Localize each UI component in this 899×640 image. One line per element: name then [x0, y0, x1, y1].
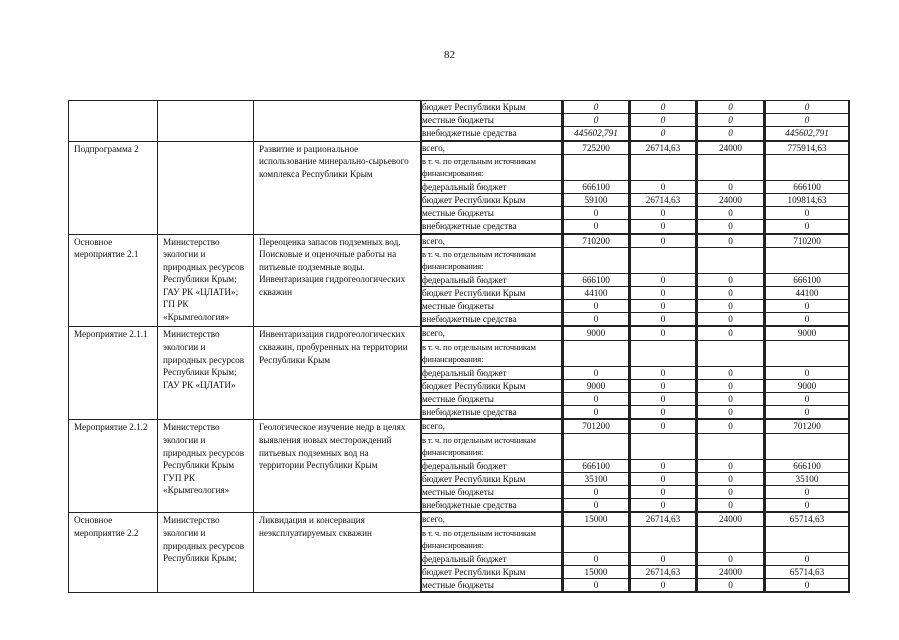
value-2017: [631, 526, 696, 552]
funding-source-label: местные бюджеты: [422, 578, 562, 591]
value-2018: 24000: [698, 565, 764, 578]
value-2017: [631, 247, 696, 273]
funding-source-label: федеральный бюджет: [422, 273, 562, 286]
value-total: 666100: [766, 180, 849, 193]
value-2016: 0: [564, 406, 629, 419]
value-2017: 0: [631, 379, 696, 392]
funding-source-cell: [421, 513, 563, 593]
value-total-cell: [765, 420, 850, 513]
value-total: 0: [766, 499, 849, 512]
value-2018: 0: [698, 273, 764, 286]
funding-source-cell: [421, 101, 563, 142]
value-2018: 0: [698, 552, 764, 565]
value-total: 0: [766, 207, 849, 220]
value-2017: 0: [631, 313, 696, 326]
value-total: 0: [766, 578, 849, 591]
page-number: 82: [444, 49, 455, 61]
funding-source-label: федеральный бюджет: [422, 552, 562, 565]
value-2016: 445602,791: [564, 127, 629, 140]
funding-source-label: внебюджетные средства: [422, 499, 562, 512]
value-2017: 0: [631, 420, 696, 433]
value-2016: 0: [564, 101, 629, 114]
executor-cell: [158, 141, 254, 234]
value-2016: 0: [564, 499, 629, 512]
activity-description: Развитие и рациональное использование минерально-сырьевого комплекса Республики Крым: [259, 143, 409, 179]
value-2017-cell: [630, 234, 697, 327]
funding-source-cell: [421, 327, 563, 420]
funding-source-label: внебюджетные средства: [422, 220, 562, 233]
value-2016: 666100: [564, 273, 629, 286]
program-name-cell: [69, 101, 158, 142]
value-2016: [564, 247, 629, 273]
value-2017: 0: [631, 578, 696, 591]
executor-text: Министерство экологии и природных ресурсов Республики Крым; ГАУ РК «ЦЛАТИ»; ГП РК «Крымгеология»: [163, 236, 245, 323]
funding-source-label: всего,: [422, 327, 562, 340]
funding-source-label: бюджет Республики Крым: [422, 101, 562, 114]
value-2016: 0: [564, 393, 629, 406]
program-name-cell: [69, 141, 158, 234]
activity-description: Переоценка запасов подземных вод. Поисковые и оценочные работы на питьевые подземные воды. Инвентаризация гидрогеологических скважин: [259, 236, 406, 297]
program-row: [69, 327, 850, 420]
executor-text: [158, 142, 253, 143]
value-2018-cell: [697, 513, 765, 593]
program-row: [69, 513, 850, 593]
value-2017: 0: [631, 406, 696, 419]
value-2017: 26714,63: [631, 565, 696, 578]
program-name-cell: [69, 327, 158, 420]
value-2018: 0: [698, 180, 764, 193]
funding-source-cell: [421, 234, 563, 327]
value-2018: 24000: [698, 142, 764, 155]
value-total: 0: [766, 220, 849, 233]
value-2017: 26714,63: [631, 513, 696, 526]
value-2016: 666100: [564, 180, 629, 193]
value-total: 0: [766, 366, 849, 379]
funding-source-label: внебюджетные средства: [422, 127, 562, 140]
value-2017: 0: [631, 472, 696, 485]
value-total: 65714,63: [766, 565, 849, 578]
value-2018: [698, 340, 764, 366]
program-name-cell: [69, 513, 158, 593]
value-2017: 0: [631, 393, 696, 406]
value-total: 44100: [766, 286, 849, 299]
value-2018: 0: [698, 207, 764, 220]
value-2018-cell: [697, 420, 765, 513]
value-2017: 0: [631, 207, 696, 220]
funding-source-label: федеральный бюджет: [422, 180, 562, 193]
value-2017: [631, 340, 696, 366]
program-name: Мероприятие 2.1.2: [74, 422, 148, 433]
value-2017-cell: [630, 327, 697, 420]
value-2016: 0: [564, 552, 629, 565]
program-name: Подпрограмма 2: [74, 143, 139, 154]
value-2017: [631, 433, 696, 459]
program-name-cell: [69, 234, 158, 327]
funding-source-label: в т. ч. по отдельным источникам финансирования:: [422, 154, 562, 180]
value-2016: 0: [564, 114, 629, 127]
executor-cell: [158, 101, 254, 142]
value-2016: 15000: [564, 513, 629, 526]
program-name: Мероприятие 2.1.1: [74, 329, 148, 340]
value-total: [766, 433, 849, 459]
value-2016: [564, 526, 629, 552]
funding-source-label: всего,: [422, 513, 562, 526]
value-total: 0: [766, 393, 849, 406]
funding-source-label: федеральный бюджет: [422, 459, 562, 472]
value-total-cell: [765, 141, 850, 234]
program-name: [69, 101, 157, 102]
executor-cell: [158, 327, 254, 420]
value-total: 775914,63: [766, 142, 849, 155]
funding-source-label: бюджет Республики Крым: [422, 472, 562, 485]
value-total-cell: [765, 101, 850, 142]
funding-source-label: в т. ч. по отдельным источникам финансирования:: [422, 247, 562, 273]
activity-description-cell: [254, 234, 421, 327]
value-total: 445602,791: [766, 127, 849, 140]
value-2017-cell: [630, 101, 697, 142]
value-2016: 35100: [564, 472, 629, 485]
executor-text: Министерство экологии и природных ресурсов Республики Крым;: [163, 515, 245, 564]
value-2018: 0: [698, 420, 764, 433]
value-total: 0: [766, 552, 849, 565]
funding-source-label: местные бюджеты: [422, 114, 562, 127]
executor-text: [158, 101, 253, 102]
value-2018: 0: [698, 220, 764, 233]
value-total: 710200: [766, 235, 849, 248]
value-2018: 0: [698, 393, 764, 406]
activity-description: [254, 101, 420, 102]
value-2016: 0: [564, 366, 629, 379]
program-row: [69, 420, 850, 513]
executor-text: Министерство экологии и природных ресурсов Республики Крым; ГАУ РК «ЦЛАТИ»: [163, 329, 245, 390]
funding-source-label: бюджет Республики Крым: [422, 379, 562, 392]
value-2017: 0: [631, 485, 696, 498]
value-2016: [564, 340, 629, 366]
value-2017: 0: [631, 552, 696, 565]
value-total: 0: [766, 485, 849, 498]
activity-description: Ликвидация и консервация неэксплуатируемых скважин: [259, 515, 372, 538]
funding-source-label: местные бюджеты: [422, 207, 562, 220]
value-2018: [698, 526, 764, 552]
funding-source-cell: [421, 141, 563, 234]
value-2018: 24000: [698, 513, 764, 526]
value-2016: [564, 433, 629, 459]
value-total: 666100: [766, 459, 849, 472]
program-row: [69, 101, 850, 142]
funding-source-label: в т. ч. по отдельным источникам финансирования:: [422, 526, 562, 552]
value-2016: 0: [564, 207, 629, 220]
value-2017: 0: [631, 235, 696, 248]
value-2017: 0: [631, 114, 696, 127]
value-total: [766, 340, 849, 366]
value-2016: 0: [564, 300, 629, 313]
value-total: 666100: [766, 273, 849, 286]
activity-description-cell: [254, 141, 421, 234]
program-row: [69, 234, 850, 327]
value-2018-cell: [697, 327, 765, 420]
value-total: 35100: [766, 472, 849, 485]
value-total: 0: [766, 114, 849, 127]
funding-source-label: всего,: [422, 142, 562, 155]
funding-source-label: федеральный бюджет: [422, 366, 562, 379]
activity-description-cell: [254, 513, 421, 593]
value-total: 9000: [766, 379, 849, 392]
value-2016-cell: [563, 513, 630, 593]
funding-source-label: в т. ч. по отдельным источникам финансирования:: [422, 433, 562, 459]
value-2016: 0: [564, 485, 629, 498]
value-2016-cell: [563, 101, 630, 142]
value-2018: 0: [698, 379, 764, 392]
value-2017: [631, 154, 696, 180]
value-2016: 710200: [564, 235, 629, 248]
funding-source-label: бюджет Республики Крым: [422, 286, 562, 299]
value-2017: 0: [631, 220, 696, 233]
value-2016: 701200: [564, 420, 629, 433]
value-2018: 24000: [698, 193, 764, 206]
value-2017-cell: [630, 141, 697, 234]
funding-source-label: всего,: [422, 235, 562, 248]
value-2017: 0: [631, 273, 696, 286]
activity-description: Геологическое изучение недр в целях выявления новых месторождений питьевых подземных вод на территории Республики Крым: [259, 422, 406, 471]
value-2017-cell: [630, 420, 697, 513]
value-2016: 9000: [564, 379, 629, 392]
value-total: 0: [766, 313, 849, 326]
value-2018: 0: [698, 101, 764, 114]
value-2018: 0: [698, 286, 764, 299]
value-2018: 0: [698, 114, 764, 127]
value-2018: [698, 247, 764, 273]
value-2016: [564, 154, 629, 180]
value-2016-cell: [563, 420, 630, 513]
value-2018: [698, 433, 764, 459]
funding-source-label: бюджет Республики Крым: [422, 565, 562, 578]
value-2016: 15000: [564, 565, 629, 578]
value-2018: 0: [698, 235, 764, 248]
funding-source-label: местные бюджеты: [422, 485, 562, 498]
activity-description-cell: [254, 327, 421, 420]
funding-source-label: бюджет Республики Крым: [422, 193, 562, 206]
value-2016: 44100: [564, 286, 629, 299]
funding-source-label: в т. ч. по отдельным источникам финансирования:: [422, 340, 562, 366]
value-2018: 0: [698, 366, 764, 379]
funding-source-label: местные бюджеты: [422, 393, 562, 406]
value-total-cell: [765, 327, 850, 420]
executor-cell: [158, 513, 254, 593]
value-total: [766, 154, 849, 180]
value-2016: 725200: [564, 142, 629, 155]
value-2017: 0: [631, 459, 696, 472]
budget-table-body: [69, 101, 850, 593]
value-total: 0: [766, 406, 849, 419]
value-total: 701200: [766, 420, 849, 433]
value-2017: 0: [631, 327, 696, 340]
value-2016: 59100: [564, 193, 629, 206]
value-2017: 0: [631, 101, 696, 114]
value-2018: 0: [698, 578, 764, 591]
value-2017: 0: [631, 180, 696, 193]
executor-text: Министерство экологии и природных ресурсов Республики Крым ГУП РК «Крымгеология»: [163, 422, 245, 496]
program-row: [69, 141, 850, 234]
value-2016-cell: [563, 327, 630, 420]
value-2017: 0: [631, 286, 696, 299]
value-2018: 0: [698, 472, 764, 485]
funding-source-label: всего,: [422, 420, 562, 433]
funding-source-label: местные бюджеты: [422, 300, 562, 313]
value-2016: 0: [564, 313, 629, 326]
funding-source-cell: [421, 420, 563, 513]
value-2018-cell: [697, 234, 765, 327]
value-2016: 9000: [564, 327, 629, 340]
value-2018: 0: [698, 485, 764, 498]
value-2016-cell: [563, 234, 630, 327]
value-2018: 0: [698, 459, 764, 472]
value-2017: 0: [631, 366, 696, 379]
funding-source-label: внебюджетные средства: [422, 406, 562, 419]
value-2018: 0: [698, 327, 764, 340]
funding-source-label: внебюджетные средства: [422, 313, 562, 326]
budget-table: [68, 100, 850, 593]
program-name-cell: [69, 420, 158, 513]
program-name: Основное мероприятие 2.2: [74, 515, 139, 538]
value-2017: 0: [631, 127, 696, 140]
value-total: 65714,63: [766, 513, 849, 526]
value-2018: 0: [698, 127, 764, 140]
value-total: 109814,63: [766, 193, 849, 206]
value-total-cell: [765, 513, 850, 593]
value-2018: 0: [698, 300, 764, 313]
value-total: 9000: [766, 327, 849, 340]
value-2018: 0: [698, 499, 764, 512]
value-2016: 666100: [564, 459, 629, 472]
activity-description: Инвентаризация гидрогеологических скважин, пробуренных на территории Республики Крым: [259, 329, 408, 365]
activity-description-cell: [254, 101, 421, 142]
value-2018: [698, 154, 764, 180]
value-2018-cell: [697, 141, 765, 234]
executor-cell: [158, 234, 254, 327]
value-total: 0: [766, 101, 849, 114]
value-2018-cell: [697, 101, 765, 142]
executor-cell: [158, 420, 254, 513]
value-2017: 0: [631, 300, 696, 313]
value-2017-cell: [630, 513, 697, 593]
value-total-cell: [765, 234, 850, 327]
value-2017: 26714,63: [631, 142, 696, 155]
value-total: [766, 526, 849, 552]
value-2018: 0: [698, 406, 764, 419]
value-2017: 26714,63: [631, 193, 696, 206]
value-2017: 0: [631, 499, 696, 512]
value-total: [766, 247, 849, 273]
value-2016: 0: [564, 578, 629, 591]
value-2016-cell: [563, 141, 630, 234]
value-2016: 0: [564, 220, 629, 233]
value-2018: 0: [698, 313, 764, 326]
activity-description-cell: [254, 420, 421, 513]
value-total: 0: [766, 300, 849, 313]
program-name: Основное мероприятие 2.1: [74, 236, 139, 260]
